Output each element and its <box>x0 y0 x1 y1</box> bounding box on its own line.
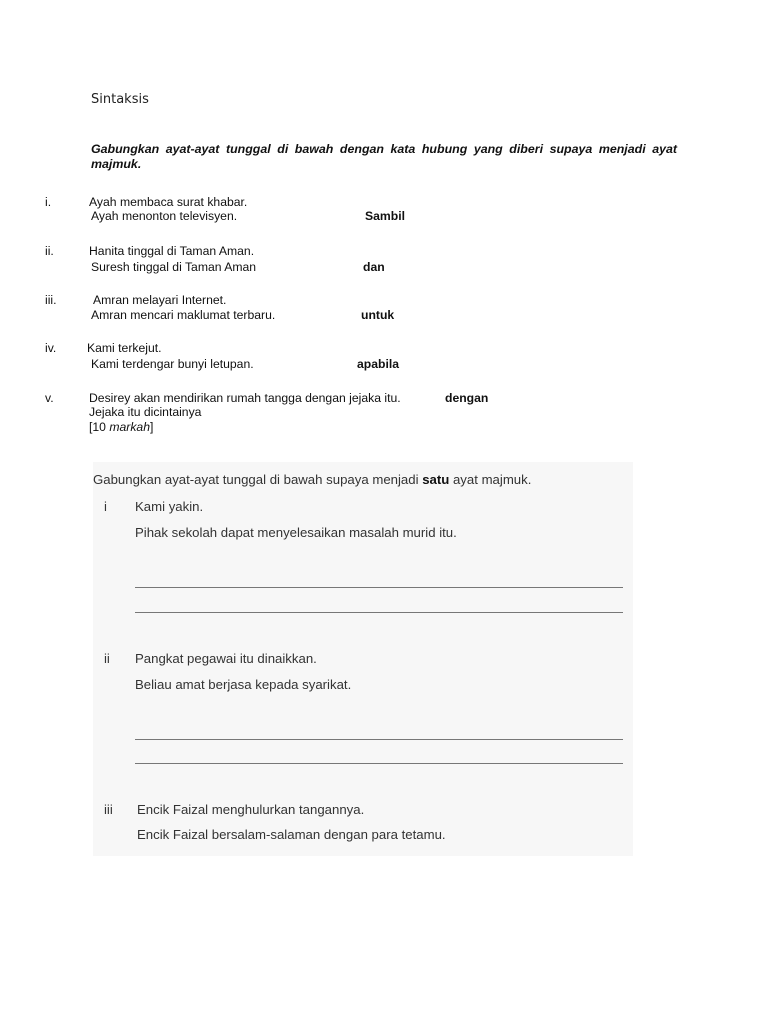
exercise-number: i <box>104 499 107 514</box>
sentence-2: Jejaka itu dicintainya <box>89 405 202 419</box>
sentence-1: Kami terkejut. <box>87 341 162 355</box>
section2-instruction: Gabungkan ayat-ayat tunggal di bawah supaya menjadi satu ayat majmuk. <box>93 472 532 487</box>
conjunction: apabila <box>357 357 399 371</box>
sentence-2: Ayah menonton televisyen. <box>91 209 238 223</box>
sentence-2: Amran mencari maklumat terbaru. <box>91 308 276 322</box>
exercise-number: iii <box>104 802 113 817</box>
conjunction: untuk <box>361 308 395 322</box>
conjunction: Sambil <box>365 209 405 223</box>
exercise-number: ii <box>104 651 110 666</box>
answer-line[interactable] <box>135 739 623 740</box>
exercise-sentence-1: Pangkat pegawai itu dinaikkan. <box>135 651 317 666</box>
question-number: i. <box>45 195 52 209</box>
exercise-panel <box>93 462 633 856</box>
exercise-sentence-2: Pihak sekolah dapat menyelesaikan masalah murid itu. <box>135 525 457 540</box>
exercise-sentence-1: Kami yakin. <box>135 499 204 514</box>
question-number: ii. <box>45 244 54 258</box>
sentence-2: Suresh tinggal di Taman Aman <box>91 260 257 274</box>
sentence-1: Amran melayari Internet. <box>93 293 227 307</box>
exercise-sentence-2: Beliau amat berjasa kepada syarikat. <box>135 677 352 692</box>
answer-line[interactable] <box>135 612 623 613</box>
question-number: iv. <box>45 341 57 355</box>
sentence-2: Kami terdengar bunyi letupan. <box>91 357 254 371</box>
question-number: v. <box>45 391 54 405</box>
instruction-text: Gabungkan ayat-ayat tunggal di bawah dengan kata hubung yang diberi supaya menjadi ayat majmuk. <box>91 142 677 171</box>
conjunction: dan <box>363 260 385 274</box>
sentence-1: Ayah membaca surat khabar. <box>89 195 248 209</box>
question-number: iii. <box>45 293 57 307</box>
exercise-sentence-1: Encik Faizal menghulurkan tangannya. <box>137 802 365 817</box>
answer-line[interactable] <box>135 587 623 588</box>
sentence-1: Desirey akan mendirikan rumah tangga dengan jejaka itu. <box>89 391 401 405</box>
answer-line[interactable] <box>135 763 623 764</box>
marks-note: [10 markah] <box>89 420 154 434</box>
exercise-sentence-2: Encik Faizal bersalam-salaman dengan para tetamu. <box>137 827 446 842</box>
conjunction: dengan <box>445 391 489 405</box>
sentence-1: Hanita tinggal di Taman Aman. <box>89 244 255 258</box>
page-title: Sintaksis <box>91 92 149 107</box>
